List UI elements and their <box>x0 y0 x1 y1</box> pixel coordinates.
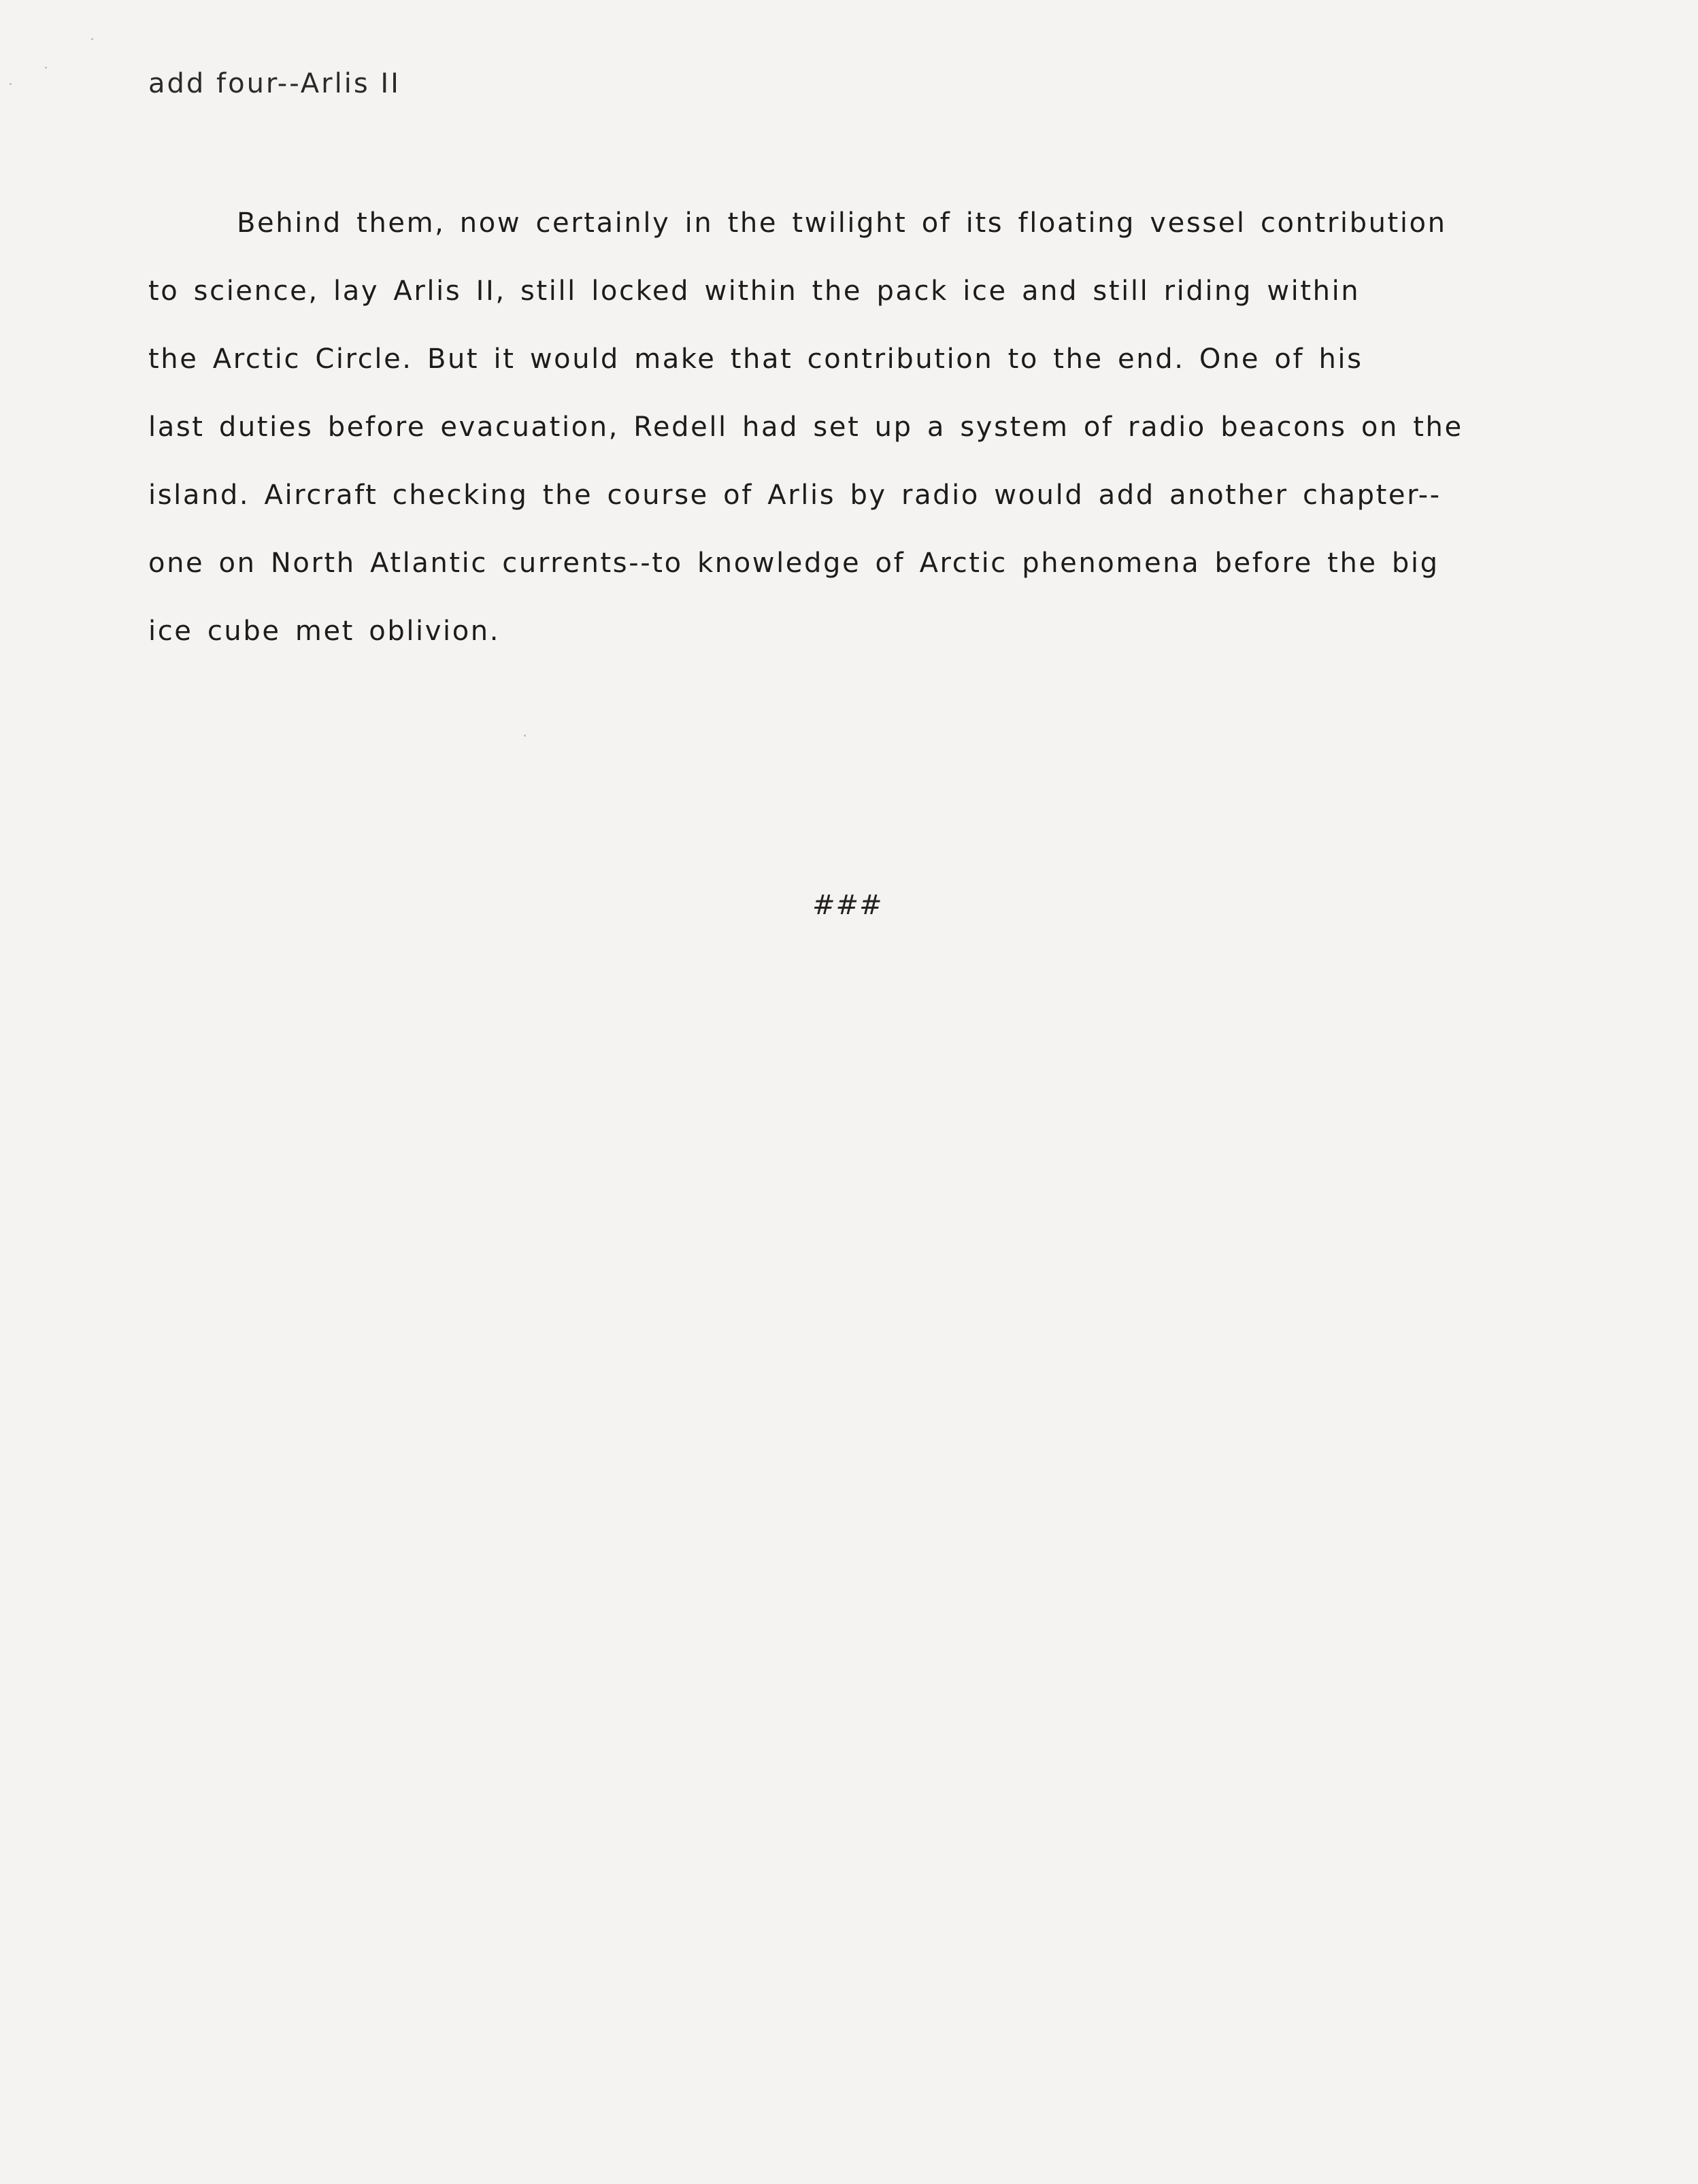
paper-speck <box>45 67 47 69</box>
paragraph-line: one on North Atlantic currents--to knowledge of Arctic phenomena before the big <box>148 548 1439 579</box>
paragraph-line: Behind them, now certainly in the twilight of its floating vessel contribution <box>237 207 1447 239</box>
paper-speck <box>524 735 526 737</box>
body-paragraph <box>148 201 1577 677</box>
paragraph-line: ice cube met oblivion. <box>148 616 501 647</box>
page-slug: add four--Arlis II <box>148 68 401 99</box>
paragraph-line: to science, lay Arlis II, still locked within the pack ice and still riding within <box>148 275 1361 307</box>
paragraph-line: the Arctic Circle. But it would make that contribution to the end. One of his <box>148 343 1363 375</box>
paper-speck <box>10 83 12 85</box>
paragraph-line: last duties before evacuation, Redell had set up a system of radio beacons on the <box>148 411 1463 443</box>
end-mark: ### <box>812 890 883 921</box>
paragraph-line: island. Aircraft checking the course of Arlis by radio would add another chapter-- <box>148 480 1442 511</box>
paper-speck <box>91 38 93 40</box>
